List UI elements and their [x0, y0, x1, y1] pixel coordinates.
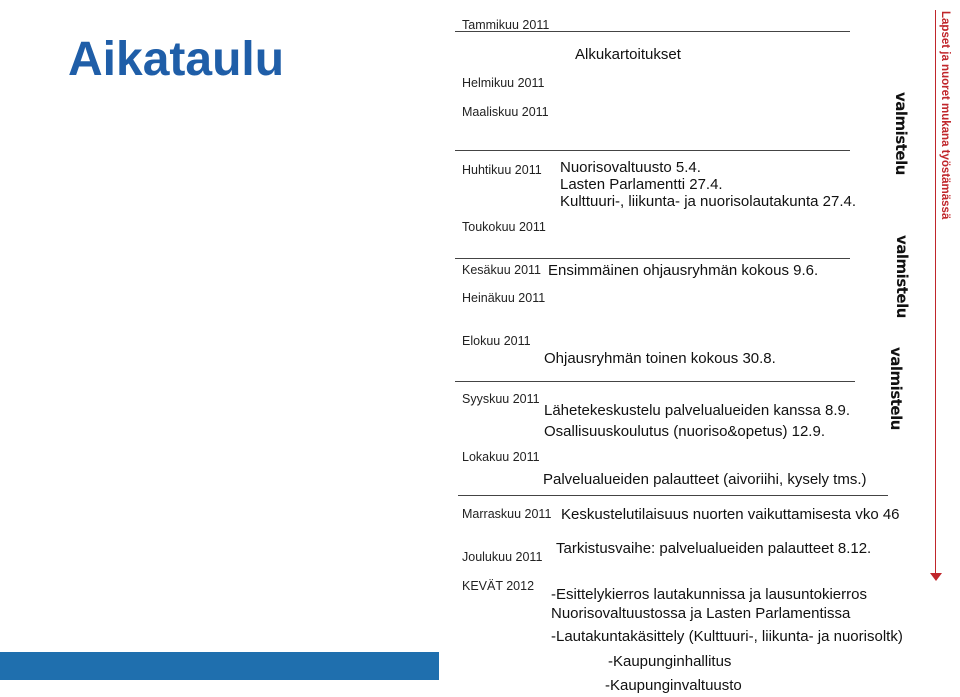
event-line: Lähetekeskustelu palvelualueiden kanssa 8.9. [544, 402, 851, 419]
event-line: Nuorisovaltuustossa ja Lasten Parlamentissa [551, 605, 851, 622]
event-group-april [560, 159, 856, 210]
event-group-spring [551, 585, 867, 623]
divider [455, 381, 855, 382]
event-line: Osallisuuskoulutus (nuoriso&opetus) 12.9. [544, 423, 825, 440]
event-line: Lasten Parlamentti 27.4. [560, 176, 723, 193]
month-label: Joulukuu 2011 [462, 550, 543, 564]
footer-bar [0, 652, 439, 680]
event-line: -Kaupunginhallitus [608, 653, 732, 670]
divider [455, 258, 850, 259]
month-label: Toukokuu 2011 [462, 220, 546, 234]
month-label: Marraskuu 2011 [462, 507, 552, 521]
month-label: Helmikuu 2011 [462, 76, 545, 90]
valmistelu-stamp: valmistelu [893, 235, 911, 318]
event-line: -Lautakuntakäsittely (Kulttuuri-, liikunta- ja nuorisoltk) [551, 628, 903, 645]
valmistelu-stamp: valmistelu [887, 347, 905, 430]
event-line: Nuorisovaltuusto 5.4. [560, 159, 701, 176]
month-label: Kesäkuu 2011 [462, 263, 541, 277]
divider [458, 495, 888, 496]
divider [455, 150, 850, 151]
event-line: Kulttuuri-, liikunta- ja nuorisolautakunta 27.4. [560, 193, 857, 210]
event-june: Ensimmäinen ohjausryhmän kokous 9.6. [548, 262, 819, 279]
timeline-arrow [935, 10, 936, 575]
month-label: KEVÄT 2012 [462, 579, 535, 593]
month-label: Huhtikuu 2011 [462, 163, 542, 177]
arrow-down-icon [930, 573, 942, 581]
month-label: Heinäkuu 2011 [462, 291, 546, 305]
page-title: Aikataulu [68, 33, 285, 86]
event-alkukartoitukset: Alkukartoitukset [575, 46, 681, 63]
month-label: Elokuu 2011 [462, 334, 531, 348]
event-line: -Kaupunginvaltuusto [605, 677, 742, 694]
month-label: Tammikuu 2011 [462, 18, 550, 32]
month-label: Syyskuu 2011 [462, 392, 540, 406]
event-august: Ohjausryhmän toinen kokous 30.8. [544, 350, 776, 367]
event-line: -Esittelykierros lautakunnissa ja lausuntokierros [551, 586, 867, 603]
side-label: Lapset ja nuoret mukana työstämässä [939, 11, 951, 220]
valmistelu-stamp: valmistelu [892, 92, 910, 175]
month-label: Lokakuu 2011 [462, 450, 540, 464]
event-october: Palvelualueiden palautteet (aivoriihi, kysely tms.) [543, 471, 867, 488]
event-group-september [544, 400, 850, 442]
divider [455, 31, 850, 32]
event-november: Keskustelutilaisuus nuorten vaikuttamisesta vko 46 [561, 506, 900, 523]
month-label: Maaliskuu 2011 [462, 105, 549, 119]
event-december: Tarkistusvaihe: palvelualueiden palautteet 8.12. [556, 540, 872, 557]
